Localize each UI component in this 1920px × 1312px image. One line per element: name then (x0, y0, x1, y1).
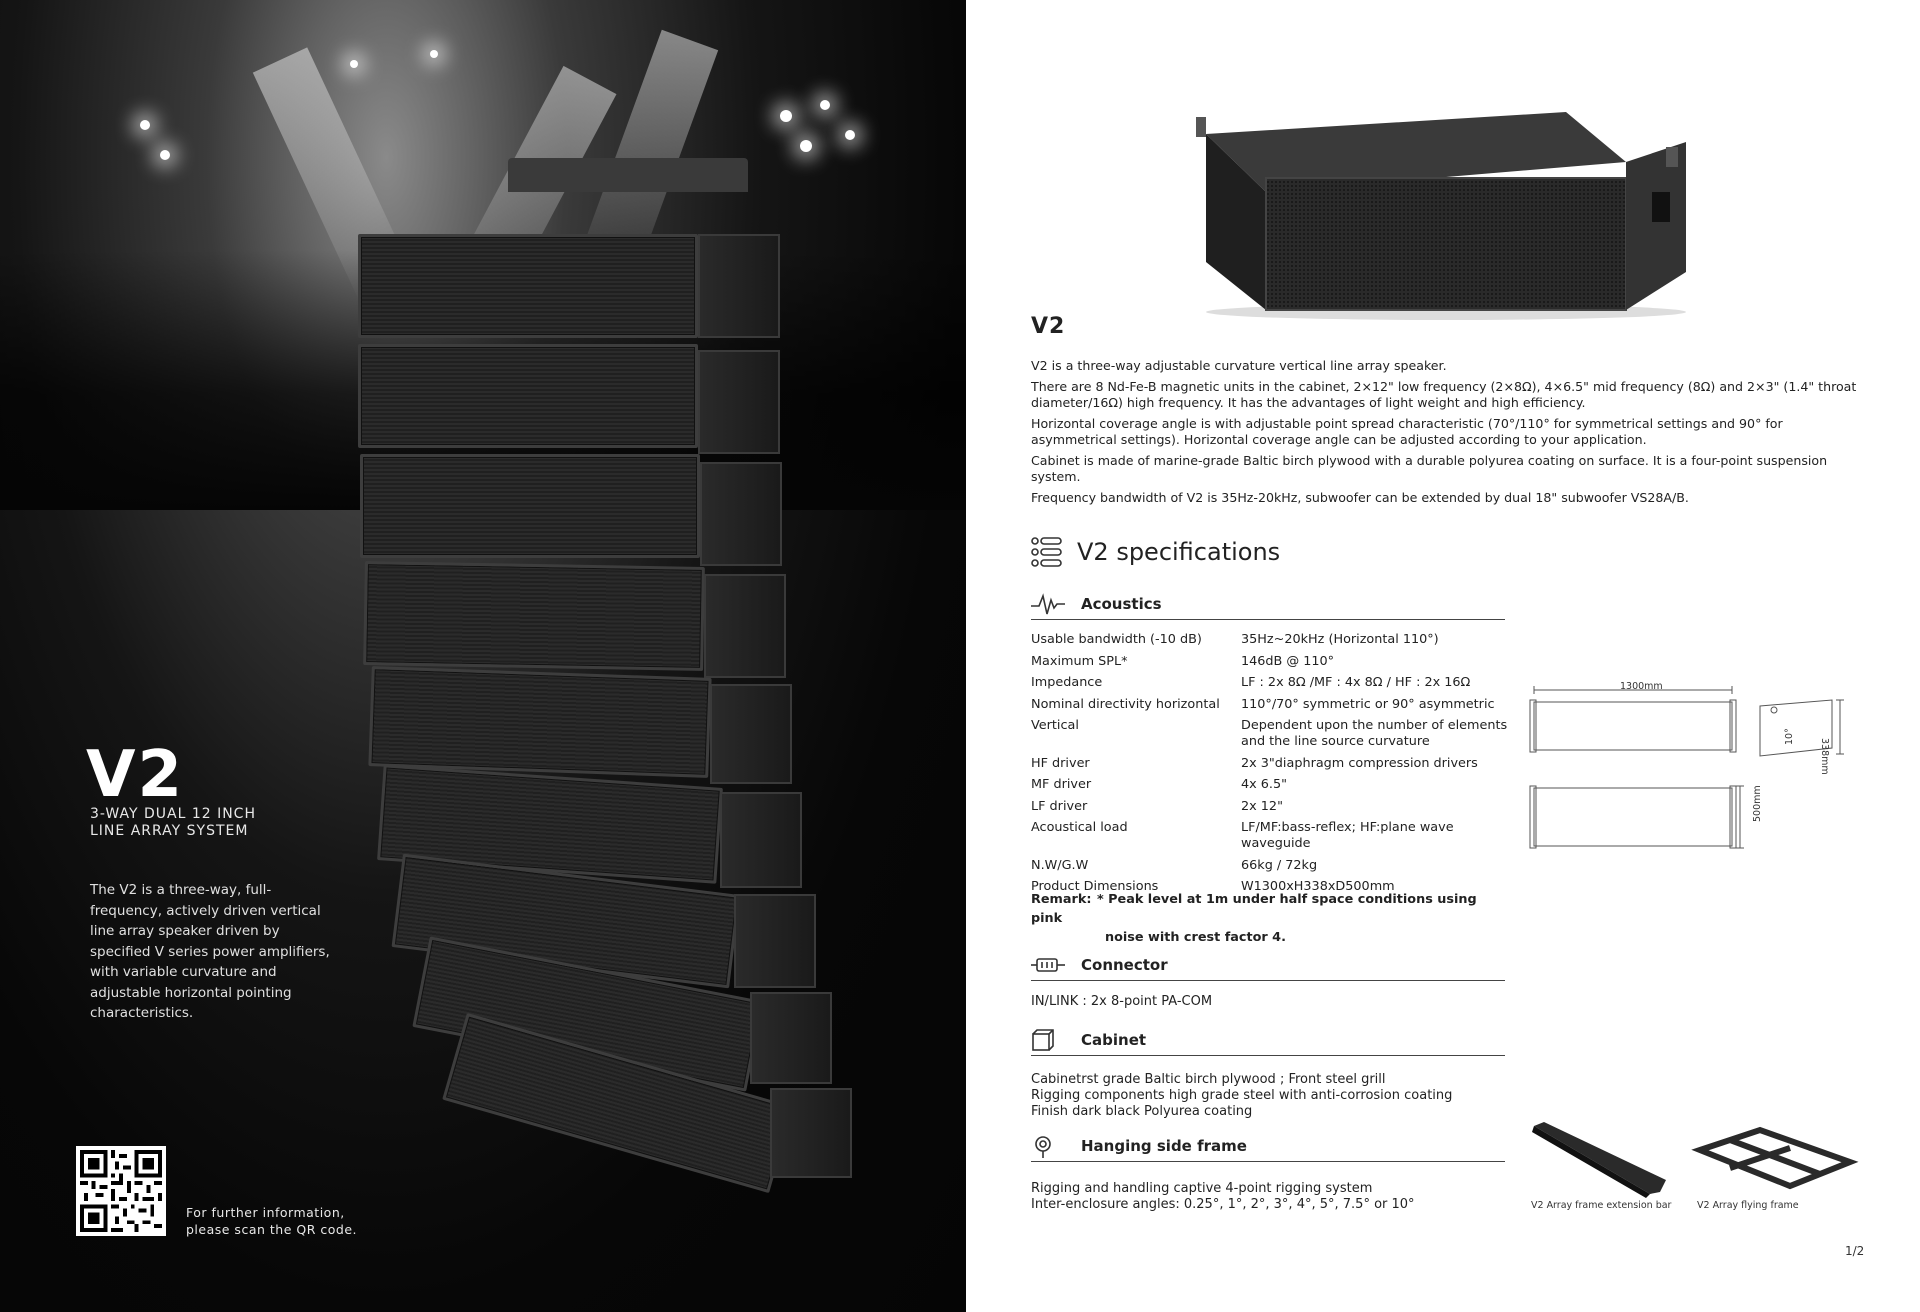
acoustics-title: Acoustics (1081, 595, 1162, 613)
cabinet-side (698, 234, 780, 338)
stage-light (350, 60, 358, 68)
qr-caption-line: please scan the QR code. (186, 1222, 357, 1237)
spec-row (1031, 858, 1521, 874)
spec-value: 110°/70° symmetric or 90° asymmetric (1241, 696, 1495, 712)
dimension-angle-label: 10° (1784, 728, 1795, 745)
list-icon (1031, 537, 1063, 567)
qr-caption (186, 1204, 357, 1238)
spec-row (1031, 820, 1521, 852)
spec-label: Maximum SPL* (1031, 653, 1128, 669)
cabinet-box-icon (1031, 1028, 1065, 1052)
cabinet-side (734, 894, 816, 988)
waveform-icon (1031, 592, 1065, 616)
spec-row (1031, 632, 1521, 648)
spec-label: Acoustical load (1031, 820, 1128, 835)
remark-text: * Peak level at 1m under half space conditions using pink (1031, 892, 1477, 926)
accessory-caption: V2 Array frame extension bar (1531, 1200, 1672, 1211)
cabinet (363, 561, 705, 671)
spec-value: 2x 3"diaphragm compression drivers (1241, 755, 1478, 771)
stage-light (780, 110, 792, 122)
cabinet-side (704, 574, 786, 678)
connector-text (1031, 994, 1212, 1010)
connector-heading (1031, 953, 1505, 981)
intro-paragraph: The V2 is a three-way, full-frequency, actively driven vertical line array speaker driven by specified V series power amplifiers, with variable curvature and adjustable horizontal pointing characteristics. (90, 882, 330, 1021)
spec-label: Vertical (1031, 718, 1079, 733)
product-hero-image (1186, 112, 1706, 322)
cabinet-line: Finish dark black Polyurea coating (1031, 1104, 1253, 1119)
description-paragraph: V2 is a three-way adjustable curvature vertical line array speaker. (1031, 358, 1447, 373)
cabinet-side (720, 792, 802, 888)
cabinet-line: Rigging components high grade steel with anti-corrosion coating (1031, 1088, 1453, 1103)
description-paragraph: Horizontal coverage angle is with adjustable point spread characteristic (70°/110° for symmetrical settings and 90° for asymmetrical settings). Horizontal coverage angle can be adjusted according to your application. (1031, 416, 1783, 447)
cabinet-side (698, 350, 780, 454)
stage-light (160, 150, 170, 160)
line-array-stack-image (340, 150, 900, 1210)
spec-label: HF driver (1031, 755, 1090, 771)
spec-row (1031, 756, 1521, 772)
hanging-heading (1031, 1134, 1505, 1162)
description-paragraph: Cabinet is made of marine-grade Baltic birch plywood with a durable polyurea coating on surface. It is a four-point suspension system. (1031, 453, 1828, 484)
tagline-line: LINE ARRAY SYSTEM (90, 823, 249, 839)
spec-label: Impedance (1031, 675, 1103, 690)
remark-label: Remark: (1031, 892, 1092, 907)
page-number: 1/2 (1845, 1244, 1865, 1258)
spec-value: W1300xH338xD500mm (1241, 879, 1395, 894)
stage-light (845, 130, 855, 140)
description-paragraph: There are 8 Nd-Fe-B magnetic units in the cabinet, 2×12" low frequency (2×8Ω), 4×6.5" mid frequency (8Ω) and 2×3" (1.4" throat diameter/16Ω) high frequency. It has the advantages of light weight and high efficiency. (1031, 379, 1857, 410)
hanging-line: Rigging and handling captive 4-point rigging system (1031, 1181, 1373, 1196)
spec-value: LF/MF:bass-reflex; HF:plane wave waveguide (1241, 820, 1454, 851)
remark-text-continued: noise with crest factor 4. (1105, 930, 1286, 945)
spec-value: Dependent upon the number of elements and the line source curvature (1241, 718, 1508, 749)
acoustics-spec-table (1031, 632, 1521, 901)
cabinet (360, 454, 700, 558)
spec-row (1031, 675, 1521, 691)
cabinet-heading (1031, 1028, 1505, 1056)
accessory-caption: V2 Array flying frame (1697, 1200, 1799, 1211)
spec-label: N.W/G.W (1031, 857, 1089, 873)
spec-value: 4x 6.5" (1241, 777, 1288, 792)
cabinet (358, 344, 698, 448)
flying-frame-image (1690, 1120, 1860, 1200)
spec-label: Nominal directivity horizontal (1031, 696, 1220, 712)
connector-line: IN/LINK : 2x 8-point PA-COM (1031, 994, 1213, 1009)
connector-title: Connector (1081, 956, 1168, 974)
dimension-width-label: 1300mm (1620, 681, 1663, 692)
dimension-drawings (1520, 676, 1860, 876)
hanging-line: Inter-enclosure angles: 0.25°, 1°, 2°, 3°, 4°, 5°, 7.5° or 10° (1031, 1197, 1415, 1212)
stage-light (820, 100, 830, 110)
qr-code-icon (80, 1150, 162, 1232)
cabinet-side (710, 684, 792, 784)
hanging-hook-icon (1031, 1134, 1065, 1158)
spec-value: 146dB @ 110° (1241, 653, 1335, 669)
cabinet (368, 666, 711, 778)
cabinet (358, 234, 698, 338)
specifications-title: V2 specifications (1077, 538, 1281, 566)
spec-label: MF driver (1031, 777, 1092, 792)
stage-light (430, 50, 438, 58)
spec-label: LF driver (1031, 798, 1088, 814)
cabinet-side (770, 1088, 852, 1178)
qr-code[interactable] (76, 1146, 166, 1236)
cabinet-line: Cabinetrst grade Baltic birch plywood ; Front steel grill (1031, 1072, 1386, 1087)
spec-label: Product Dimensions (1031, 879, 1159, 894)
hanging-text (1031, 1181, 1415, 1213)
specifications-heading (1031, 537, 1280, 567)
spec-value: LF : 2x 8Ω /MF : 4x 8Ω / HF : 2x 16Ω (1241, 675, 1471, 690)
spec-row (1031, 697, 1521, 713)
cabinet-side (700, 462, 782, 566)
spec-row (1031, 799, 1521, 815)
product-tagline (90, 806, 256, 840)
cabinet-side (750, 992, 832, 1084)
spec-value: 2x 12" (1241, 798, 1283, 814)
connector-icon (1031, 953, 1065, 977)
spec-value: 35Hz~20kHz (Horizontal 110°) (1241, 632, 1439, 647)
hanging-title: Hanging side frame (1081, 1137, 1247, 1155)
spec-label: Usable bandwidth (-10 dB) (1031, 632, 1202, 647)
qr-caption-line: For further information, (186, 1205, 345, 1220)
stage-light (140, 120, 150, 130)
spec-row (1031, 718, 1521, 750)
remark-note (1031, 890, 1511, 947)
extension-bar-image (1530, 1120, 1670, 1200)
dimension-height-label: 338mm (1819, 738, 1830, 775)
tagline-line: 3-WAY DUAL 12 INCH (90, 806, 256, 822)
cabinet-text (1031, 1072, 1452, 1120)
rigging-frame (508, 158, 748, 192)
spec-value: 66kg / 72kg (1241, 857, 1318, 873)
spec-row (1031, 654, 1521, 670)
product-description (1031, 358, 1857, 511)
cabinet-title: Cabinet (1081, 1031, 1147, 1049)
brand-model-title: V2 (86, 738, 185, 812)
product-model-title: V2 (1031, 314, 1066, 339)
acoustics-heading (1031, 592, 1505, 620)
dimension-depth-label: 500mm (1752, 785, 1763, 822)
description-paragraph: Frequency bandwidth of V2 is 35Hz-20kHz, subwoofer can be extended by dual 18" subwoofer VS28A/B. (1031, 490, 1689, 505)
spec-row (1031, 777, 1521, 793)
